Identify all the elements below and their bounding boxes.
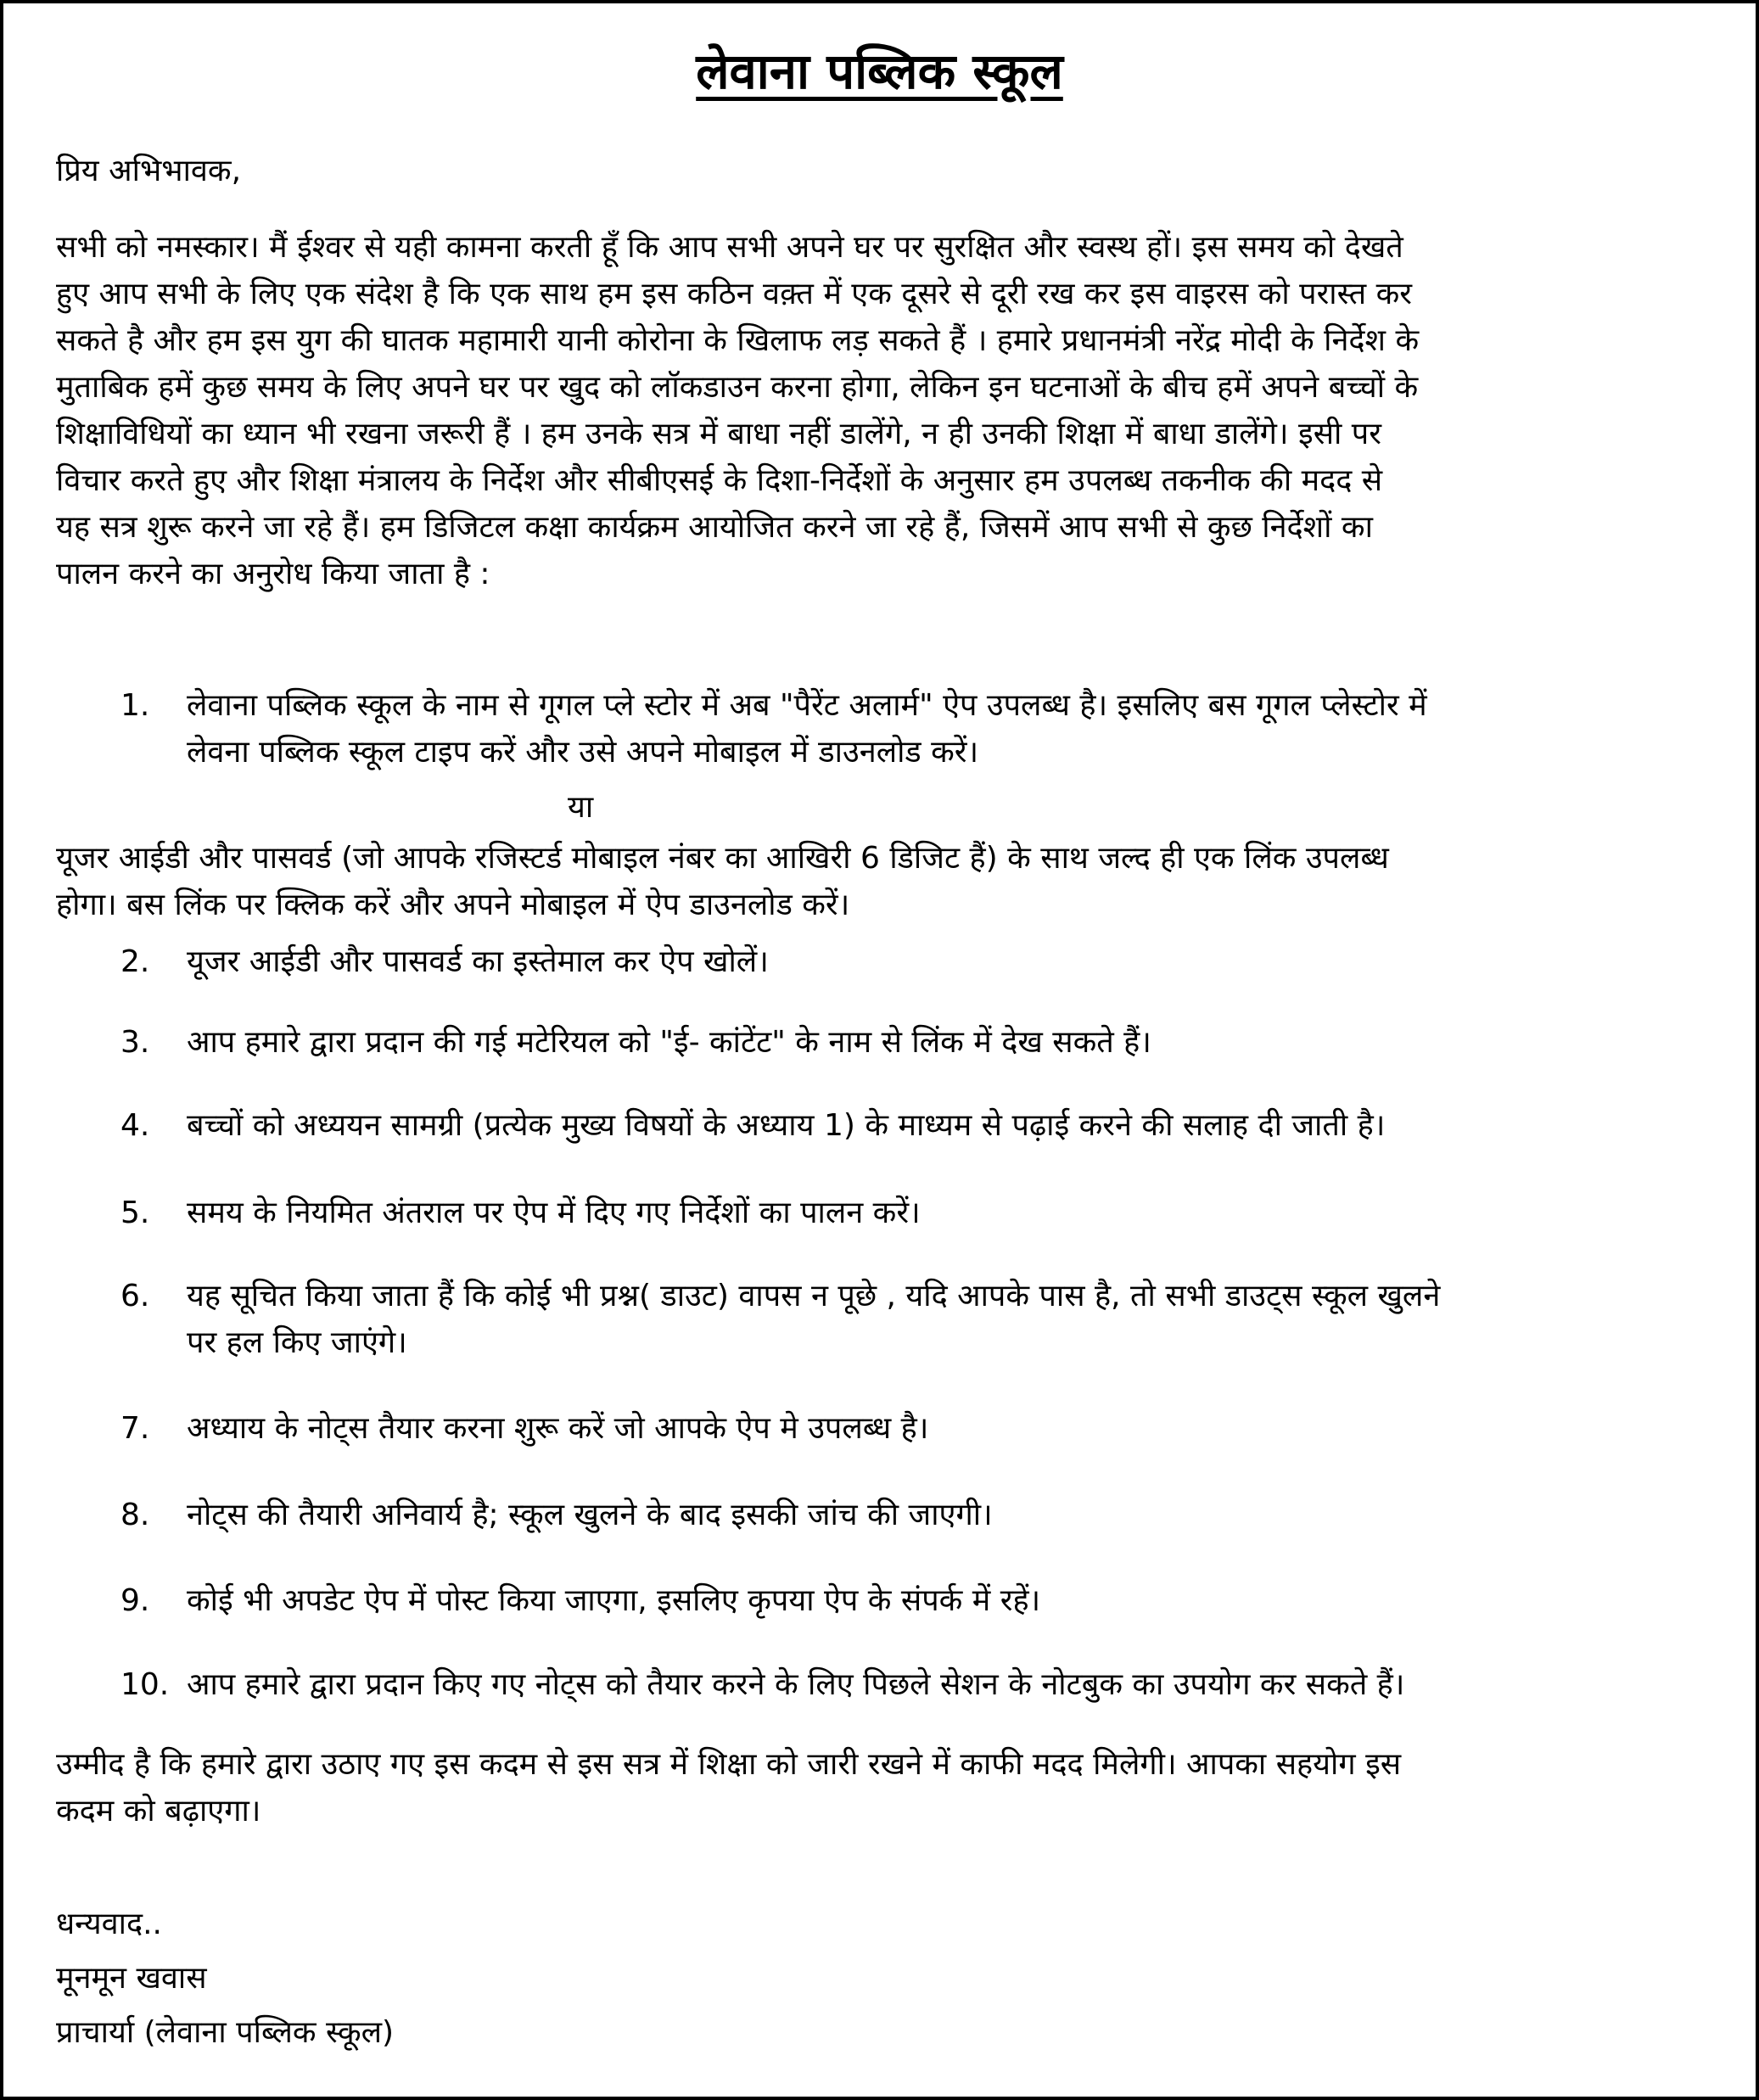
intro-line: सभी को नमस्कार। मैं ईश्वर से यही कामना करती हूँ कि आप सभी अपने घर पर सुरक्षित और स्वस्थ हों। इस समय को देखते (56, 230, 1403, 265)
item-line: समय के नियमित अंतराल पर ऐप में दिए गए निर्देशों का पालन करें। (187, 1196, 921, 1230)
item-number: 6. (120, 1279, 150, 1313)
signer-name: मूनमून खवास (56, 1961, 207, 1996)
intro-line: यह सत्र शुरू करने जा रहे हैं। हम डिजिटल कक्षा कार्यक्रम आयोजित करने जा रहे हैं, जिसमें आप सभी से कुछ निर्देशों का (56, 510, 1373, 545)
school-title-text: लेवाना पब्लिक स्कूल (696, 42, 1063, 100)
item-number: 5. (120, 1196, 150, 1230)
item-text (187, 1492, 1715, 1538)
intro-line: पालन करने का अनुरोध किया जाता है : (56, 557, 490, 591)
signer-designation: प्राचार्या (लेवाना पब्लिक स्कूल) (56, 2015, 395, 2050)
item-text (187, 1019, 1715, 1066)
item-number: 8. (120, 1498, 150, 1532)
alt-line: होगा। बस लिंक पर क्लिक करें और अपने मोबाइल में ऐप डाउनलोड करें। (56, 888, 850, 922)
thanks-text: धन्यवाद.. (56, 1907, 162, 1941)
alternate-instruction (56, 835, 1715, 928)
item-text (187, 1190, 1715, 1236)
closing-paragraph (56, 1741, 1715, 1834)
intro-line: मुताबिक हमें कुछ समय के लिए अपने घर पर खुद को लॉकडाउन करना होगा, लेकिन इन घटनाओं के बीच हमें अपने बच्चों के (56, 370, 1419, 405)
item-line: नोट्स की तैयारी अनिवार्य है; स्कूल खुलने के बाद इसकी जांच की जाएगी। (187, 1498, 993, 1532)
item-number: 4. (120, 1108, 150, 1143)
item-number: 9. (120, 1583, 150, 1618)
item-line: कोई भी अपडेट ऐप में पोस्ट किया जाएगा, इसलिए कृपया ऐप के संपर्क में रहें। (187, 1583, 1041, 1618)
closing-line: उम्मीद है कि हमारे द्वारा उठाए गए इस कदम से इस सत्र में शिक्षा को जारी रखने में काफी मदद मिलेगी। आपका सहयोग इस (56, 1747, 1402, 1782)
intro-line: सकते है और हम इस युग की घातक महामारी यानी कोरोना के खिलाफ लड़ सकते हैं । हमारे प्रधानमंत्री नरेंद्र मोदी के निर्देश के (56, 323, 1420, 358)
item-line: यूजर आईडी और पासवर्ड का इस्तेमाल कर ऐप खोलें। (187, 944, 769, 979)
signature-block (56, 1897, 394, 2060)
item-number: 3. (120, 1025, 150, 1060)
item-number: 10. (120, 1667, 170, 1702)
item-text (187, 682, 1715, 776)
intro-line: विचार करते हुए और शिक्षा मंत्रालय के निर्देश और सीबीएसई के दिशा-निर्देशों के अनुसार हम उपलब्ध तकनीक की मदद से (56, 463, 1383, 498)
item-number: 1. (120, 688, 150, 723)
item-text (187, 1102, 1715, 1149)
intro-line: हुए आप सभी के लिए एक संदेश है कि एक साथ हम इस कठिन वक़्त में एक दूसरे से दूरी रख कर इस वाइरस को परास्त कर (56, 277, 1412, 311)
item-line: लेवना पब्लिक स्कूल टाइप करें और उसे अपने मोबाइल में डाउनलोड करें। (187, 735, 979, 770)
item-line: अध्याय के नोट्स तैयार करना शुरू करें जो आपके ऐप मे उपलब्ध है। (187, 1411, 929, 1446)
item-text (187, 938, 1715, 985)
salutation: प्रिय अभिभावक, (56, 154, 242, 188)
intro-line: शिक्षाविधियों का ध्यान भी रखना जरूरी हैं । हम उनके सत्र में बाधा नहीं डालेंगे, न ही उनकी शिक्षा में बाधा डालेंगे। इसी पर (56, 417, 1381, 451)
item-text (187, 1661, 1715, 1708)
item-line: पर हल किए जाएंगे। (187, 1325, 407, 1360)
item-line: आप हमारे द्वारा प्रदान किए गए नोट्स को तैयार करने के लिए पिछले सेशन के नोटबुक का उपयोग कर सकते हैं। (187, 1667, 1405, 1702)
closing-line: कदम को बढ़ाएगा। (56, 1794, 261, 1828)
item-line: लेवाना पब्लिक स्कूल के नाम से गूगल प्ले स्टोर में अब "पैरेंट अलार्म" ऐप उपलब्ध है। इसलिए बस गूगल प्लेस्टोर में (187, 688, 1427, 723)
item-text (187, 1405, 1715, 1452)
item-number: 7. (120, 1411, 150, 1446)
item-line: यह सूचित किया जाता हैं कि कोई भी प्रश्न( डाउट) वापस न पूछे , यदि आपके पास है, तो सभी डाउट्स स्कूल खुलने (187, 1279, 1441, 1313)
item-text (187, 1273, 1715, 1366)
alt-line: यूजर आईडी और पासवर्ड (जो आपके रजिस्टर्ड मोबाइल नंबर का आखिरी 6 डिजिट हैं) के साथ जल्द ही एक लिंक उपलब्ध (56, 841, 1389, 876)
item-line: आप हमारे द्वारा प्रदान की गई मटेरियल को "ई- कांटेंट" के नाम से लिंक में देख सकते हैं। (187, 1025, 1151, 1060)
intro-paragraph (56, 224, 1715, 597)
item-line: बच्चों को अध्ययन सामग्री (प्रत्येक मुख्य विषयों के अध्याय 1) के माध्यम से पढ़ाई करने की सलाह दी जाती है। (187, 1108, 1386, 1143)
item-text (187, 1577, 1715, 1624)
item-number: 2. (120, 944, 150, 979)
school-title (3, 37, 1756, 105)
or-separator: या (568, 790, 594, 825)
